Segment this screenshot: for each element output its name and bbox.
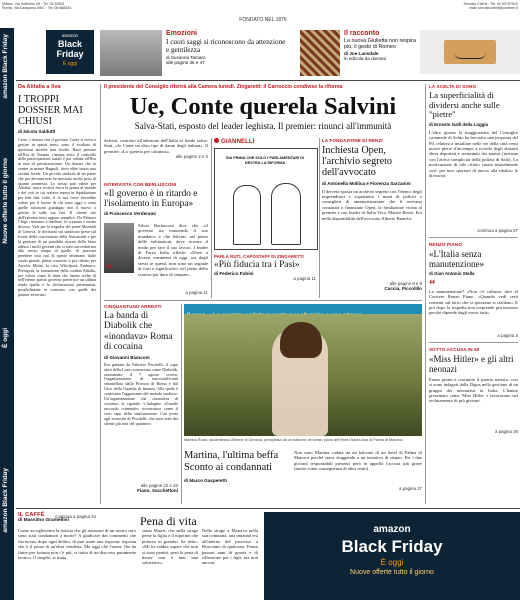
teaser-1-title: I cuori saggi si riconoscono da attenzione e gentilezza — [166, 38, 286, 55]
side-ad-strip[interactable] — [0, 28, 14, 600]
caffe-author: di Massimo Gramellini — [18, 518, 69, 523]
right-page-3[interactable]: a pagina 26 — [495, 428, 518, 434]
teaser-1-author: di Susanna Tamaro — [166, 55, 206, 61]
right-title-2: «L'Italia senza manutenzione» — [429, 248, 484, 269]
right-page-2[interactable]: a pagina 3 — [497, 332, 518, 338]
interview-page[interactable]: a pagina 11 — [185, 290, 208, 295]
photo-story-body: Non sono Martina caduta da un balcone di un hotel di Palma di Maiorca perché stava sfuggendo a un tentativo di stupro. Per i due giovani responsabili presenti però in appello l'accusa più grave (morte come conseguenza di altro reato). — [294, 450, 422, 472]
open-extra-author: Caccia, Piccolillo — [384, 285, 422, 291]
left-column — [18, 84, 96, 519]
giannelli-label-text: GIANNELLI — [221, 138, 255, 145]
giannelli-label — [214, 138, 316, 145]
main-headline: Ue, Conte querela Salvini — [129, 93, 397, 120]
open-kicker: LA FONDAZIONE DI RENZI — [322, 138, 383, 143]
giannelli — [214, 138, 316, 281]
bottom-ad-brand: amazon — [373, 524, 411, 535]
right-body-3: Erano pronti a costituire il partito nazista: cosi ci sono indagati dalla Digos nella gestione di un gruppo dei neonazisti in Italia. L'hanno presentato come 'Miss Hitler' e lavoravano nel reclutamento di più giovani. — [429, 376, 518, 404]
quote-icon: “ — [106, 262, 113, 277]
bottom-ad-sub: Nuove offerte tutto il giorno — [350, 569, 434, 576]
photo-story-title: Martina, l'ultima beffa Sconto ai condannati — [184, 450, 279, 473]
left-col-title: I TROPPI DOSSIER MAI CHIUSI — [18, 94, 83, 127]
top-ad-cta: È oggi — [62, 61, 78, 67]
top-ad-title: Black Friday — [56, 39, 84, 59]
main-lead-text: Salvini, costretto all'adesione dell'Italia al fondo salva-Stati, «Io Conte un altro tipo di danni degli italiani». Il premier: «Lo querelo per calunnia». — [104, 138, 208, 154]
right-body-2: La manutenzione? «Non c'è cultura» dice al Corriere Renzo Piano. «Quando vedi certi cementi sul ferro che si spezzano si sfaldano. E poi dopo la tragedia non sorprende più nessuno perché dipende dagli errori fatti». — [429, 288, 518, 316]
left-col-kicker: Da Alitalia a Ilva — [18, 84, 61, 90]
open-inquiry — [322, 138, 422, 291]
open-author: di Antonella Mollica e Fiorenza Sarzanini — [322, 180, 411, 186]
left-col-author: di Nicola Saldutti — [18, 129, 56, 134]
teaser-2-title: La nuova Giulietta non respira più: il gesto di Romeo — [344, 38, 416, 51]
top-ad-brand: amazon — [61, 33, 78, 38]
photo-hair — [280, 322, 322, 358]
right-kicker-3: SOTTO ACCUSA IN 50 — [429, 346, 480, 352]
crime-title: La banda di Diabolik che «inondava» Roma di cocaina — [104, 311, 173, 353]
right-kicker-1: LA SCELTA DI SOHO — [429, 84, 477, 89]
teaser-2-photo — [300, 30, 340, 76]
left-col-body: Certo, i dossier che il governo Conte si trova a gestire in questi mesi, sono il risultato di questioni antiche non risolte. Basti pensare all'Ilva di Taranto, rimasta sotto il controllo delle partecipazioni statali e poi ceduta all'Ilva in fase di privatizzazione. Un dossier che fa venire in mente Bagnoli, dove ebbe inizio una società locale. Un piccolo simbolo di un paese che per decenni non ha mostrato molto peso di quanto promesso. Lo stesso può valere per Alitalia, unica società lirica la prima al mondo e dei voti in cui restava messa in liquidazione per ben due volte, il la sua forse dovrebbe valere per il lavoro di chi sono oggi ci sono quelle soluzioni guadagno non il nuovo a gestire le sulle sue fasi. Il cliente che dell'estremo tutto appare semplice. Da Palazzo Chigi, ritornano a mediare, lo scenario è molto diverso. Vale per la tragedia del ponte Morandi di Genova, le decisioni sul sindacato prese sul fronte della concessione della Autostrade e per la gestione di un possibile ritorno dello Stato adesso i molti governi che si sono succeduti ma allo stesso tempo di quelle. Si possono prendere tutti casi di queste settimane, dallo scudo penale, prima concesso e poi ritirato per Arcelor Mittal, la crisi Whirlpool, Embraco, Pernigotti, la formazione della cordata Alitalia, per volere come le linee che hanno scelto di nell'eterno questo governo preferisce un ultima tenda quella e le dichiarazioni permanenti, possibilmente in contrasto con quelle dei partner avversari. — [18, 138, 96, 297]
giannelli-cartoon — [214, 148, 318, 250]
crime-author: di Giovanni Bianconi — [104, 354, 150, 360]
open-page[interactable]: alle pagine 8 e 9 — [389, 280, 422, 286]
interview — [104, 182, 208, 216]
right-page-1[interactable]: continua a pagina 27 — [477, 227, 518, 233]
photo-story-page[interactable]: a pagina 27 — [399, 486, 422, 491]
side-ad-text-1: amazon Black Friday — [2, 34, 9, 99]
photo-story-author: di Marco Gasperetti — [184, 478, 227, 483]
interview-kicker: INTERVISTA CON BERLUSCONI — [104, 182, 177, 187]
masthead-right-line2: mail: servizioclienti@corriere.it — [469, 6, 518, 11]
amazon-smile-icon — [454, 52, 486, 59]
giannelli-kicker: PARLA RUTI, CAPOSTAFF DI ZINGARETTI — [214, 254, 304, 259]
side-ad-text-3: È oggi — [2, 328, 9, 348]
caffe-body-3: Nella strage a Maiorca nella sua comunità, una umanità era all'interno del processo a Bracciano di qualcuno. Erano passati anni di grazia e di riflessione per i figli, ma non ancora. — [202, 528, 258, 566]
main-story — [104, 84, 422, 131]
main-lead-page[interactable]: alle pagine 2 e 3 — [175, 154, 208, 160]
top-right-ad[interactable] — [420, 30, 520, 74]
masthead-left — [2, 2, 92, 11]
main-lead — [104, 138, 208, 159]
side-ad-text-2: Nuove offerte tutto il giorno — [2, 158, 9, 244]
right-author-2: di Gian Antonio Stella — [429, 270, 475, 276]
teaser-2[interactable] — [344, 30, 418, 61]
crime-story — [104, 304, 178, 493]
open-body: Il decreto sposta un archivio segreto con l'elenco degli imprenditori e soprattutto i nomi di politici e consiglieri di amministrazione che li avevano contattati o finanziato Open, la fondazione vicina al premier e con leader di Italia Viva, Matteo Renzi. Era nella disponibilità dell'avvocato Alberto Bianchi. — [322, 188, 422, 221]
bottom-ad[interactable] — [264, 512, 520, 600]
teaser-2-page: in edicola da domani — [344, 56, 387, 62]
right-column — [429, 84, 518, 434]
left-col-page[interactable]: continua a pagina 34 — [55, 514, 96, 519]
cartoon-text: SIA PRIMA CHE SOLO I PARLAMENTARI DI DESTRA LA RIFORMA — [225, 156, 305, 165]
right-quote-icon: “ — [429, 275, 436, 291]
main-deck: Salva-Stati, esposto del leader leghista. Il premier: rinunci all'immunità — [134, 121, 392, 131]
martina-photo — [184, 314, 422, 436]
top-ad-box[interactable] — [46, 30, 94, 74]
masthead-left-line1: Milano, Via Solferino 28 · Tel. 02 62821 — [2, 2, 65, 6]
teaser-1-page: alle pagine 46 e 47 — [166, 60, 205, 66]
giannelli-title: «Più fiducia tra i Pasi» — [214, 260, 300, 270]
caffe-body-1: Come accoglieremo la notizia che gli assassini di un nostro caro sono stati condannati a morte? A giudicare dai commenti che fioriscono dopo ogni delitto, di può usare una risposta: risposta che è il passo di un'altra vendetta. Ma oggi che l'uomo l'ha da finire per fortuna non c'è più, si tratta di un discorso puramente teorico. O meglio, si tratta. — [18, 528, 136, 561]
bottom-ad-cta: È oggi — [380, 558, 404, 567]
teaser-1[interactable] — [166, 30, 288, 65]
interview-body: Silvio Berlusconi dice che «il governo sta esaurendo il suo mandato» e che Salvini, nel pieno delle valutazioni, deve trovare il modo per fare il suo lavoro. I leader di Forza Italia riflette: «Dove a diversi commenti di oggi, ora dagli stessi se questi, non sono un segnale di forti e significativi: nel pieno dello scontro più duro di sempre». — [138, 223, 208, 277]
teaser-2-kicker: Il racconto — [344, 30, 380, 37]
right-body-1: L'altro giorno la maggioranza del Consiglio comunale di Schio ha bocciato una proposta del Pd, relativa a installare nelle vie della città venti nuove pietre d'inciampo a ricordo degli abitanti ebrei deportati e sterminati dai nazisti (insieme con l'attiva complicità della polizia di Salò). La motivazione di tale rifiuto suona testualmente così: per non «portare di nuovo alla ribalta» le divisioni. — [429, 129, 518, 179]
right-author-1: di Ernesto Galli della Loggia — [429, 121, 489, 127]
right-title-3: «Miss Hitler» e gli altri neonazi — [429, 353, 514, 374]
photo-strip — [184, 304, 422, 314]
main-subhead: Il presidente del Consiglio riferirà alla Camera lunedì. Zingaretti: il Carroccio condivise la riforma — [104, 84, 343, 90]
caffe-title: Pena di vita — [140, 514, 197, 528]
interview-author: di Francesco Verderami — [104, 211, 156, 217]
founded-line: FONDATO NEL 1876 — [239, 17, 287, 23]
right-kicker-2: RENZO PIANO — [429, 241, 463, 247]
photo-caption: Martina Rossi, studentessa 20enne di Genova, precipitata da un balcone del sesto piano dell'Hotel Santa Ana di Palma di Maiorca — [184, 438, 403, 442]
crime-kicker: CINQUANTUNO ARRESTI — [104, 304, 162, 309]
masthead-right-line1: Servizio Clienti · Tel. 02 63797510 — [463, 2, 518, 6]
giannelli-author: di Federico Fubini — [214, 271, 254, 277]
teaser-1-kicker: Emozioni — [166, 30, 198, 37]
caffe-kicker: IL CAFFÈ — [18, 512, 45, 518]
bottom-ad-title: Black Friday — [341, 537, 443, 556]
teaser-2-author: di Joe Lansdale — [344, 51, 379, 57]
teaser-1-photo — [100, 30, 162, 76]
cartoon-figure-1 — [233, 185, 261, 245]
giannelli-mark-icon — [214, 138, 219, 143]
interview-title: «Il governo è in ritardo e l'isolamento in Europa» — [104, 189, 198, 210]
caffe-body-2: ciano Muzzi, che nella strage perse la figlia e il nipotino che portava in grembo, ha detto: «Mi ha rabbia sapere che non si sono pentiti, però la pena di morte non è mai una soluzione». — [142, 528, 198, 566]
masthead-left-line2: Roma, Via Campania 59/C · Tel. 06 688281 — [2, 6, 72, 11]
crime-body: Era guidata da Fabrizio Piscitelli, il capo ultrà della Lazio conosciuto come Diabolik, assassinato il 7 agosto scorso, l'organizzazione di narcotrafficanti smantellata dalla Procura di Roma e dal Gico della Guardia di finanza. Alla quale è contestata l'aggravante del metodo mafioso. Un'organizzazione che «inondava di cocaina» la capitale. L'indagine «Grande raccordo criminale» ricostruisce come il vero capo della strutturazione. Con porta agli assassini di Piscitelli, che sono stati dei clienti più noti del quartiere. — [104, 362, 178, 427]
crime-extra-author: Fiano, Sacchettoni — [137, 487, 178, 493]
crime-page[interactable]: alle pagine 22 e 23 — [140, 482, 178, 488]
masthead-right — [422, 2, 518, 11]
giannelli-page[interactable]: a pagina 11 — [293, 276, 316, 282]
cartoon-figure-2 — [271, 183, 301, 245]
side-ad-text-4: amazon Black Friday — [2, 468, 9, 533]
right-title-1: La superficialità di dividersi anche sulle "pietre" — [429, 90, 500, 120]
open-title: Inchiesta Open, l'archivio segreto dell'avvocato — [322, 145, 393, 179]
